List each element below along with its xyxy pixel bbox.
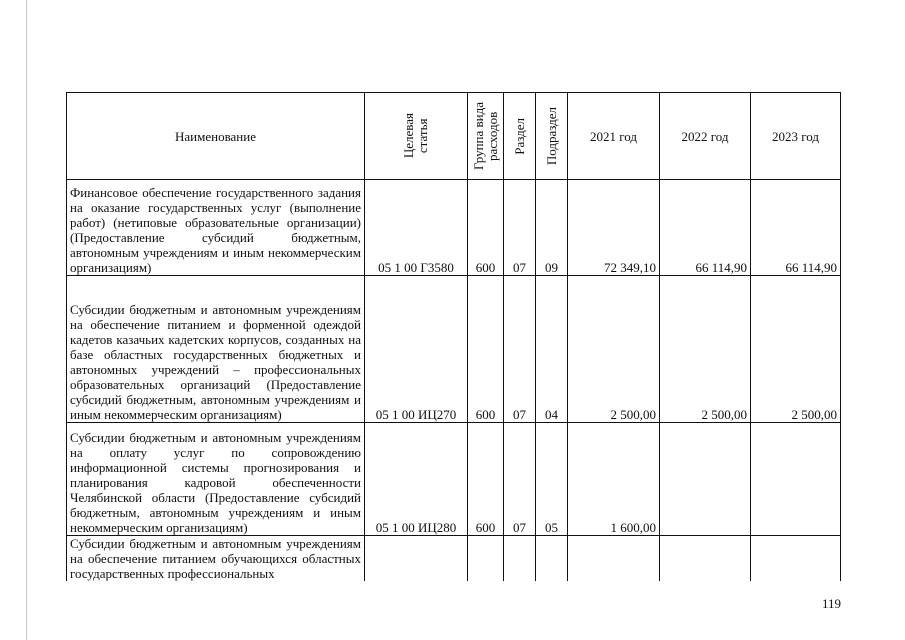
- row-2022: 66 114,90: [660, 180, 751, 276]
- table-row: [67, 276, 841, 423]
- header-subsection: [536, 93, 568, 180]
- row-group: 600: [468, 276, 504, 423]
- row-group: [468, 536, 504, 582]
- row-group: 600: [468, 423, 504, 536]
- row-subsection: 05: [536, 423, 568, 536]
- row-2021: 1 600,00: [568, 423, 660, 536]
- header-2021: 2021 год: [568, 93, 660, 180]
- row-section: 07: [504, 423, 536, 536]
- table-row: [67, 536, 841, 582]
- row-2023: 2 500,00: [751, 276, 841, 423]
- header-row: [67, 93, 841, 180]
- row-2023: [751, 423, 841, 536]
- row-target: 05 1 00 ИЦ270: [365, 276, 468, 423]
- row-2021: 72 349,10: [568, 180, 660, 276]
- row-subsection: 09: [536, 180, 568, 276]
- header-2023: 2023 год: [751, 93, 841, 180]
- row-2022: [660, 423, 751, 536]
- row-2023: [751, 536, 841, 582]
- row-target: 05 1 00 Г3580: [365, 180, 468, 276]
- row-2021: 2 500,00: [568, 276, 660, 423]
- header-2022: 2022 год: [660, 93, 751, 180]
- header-group: [468, 93, 504, 180]
- page-number: 119: [822, 596, 842, 611]
- header-target: [365, 93, 468, 180]
- header-name: Наименование: [67, 93, 365, 180]
- row-name: Субсидии бюджетным и автономным учреждениям на обеспечение питанием и форменной одеждой кадетов казачьих кадетских корпусов, созданных на базе областных государственных бюджетных и автономных учреждений – профессиональных образовательных организаций (Предоставление субсидий бюджетным, автономным учреждениям и иным некоммерческим организациям): [67, 276, 365, 423]
- row-2023: 66 114,90: [751, 180, 841, 276]
- table-row: [67, 180, 841, 276]
- row-2022: 2 500,00: [660, 276, 751, 423]
- row-target: 05 1 00 ИЦ280: [365, 423, 468, 536]
- row-2021: [568, 536, 660, 582]
- row-subsection: [536, 536, 568, 582]
- scan-edge-line: [26, 0, 27, 640]
- row-section: 07: [504, 276, 536, 423]
- header-section-label: Раздел: [511, 117, 527, 155]
- header-subsection-label: Подраздел: [543, 106, 559, 166]
- table-row: [67, 423, 841, 536]
- row-2022: [660, 536, 751, 582]
- row-name: Субсидии бюджетным и автономным учреждениям на обеспечение питанием обучающихся областных государственных профессиональных: [67, 536, 365, 582]
- row-section: 07: [504, 180, 536, 276]
- row-group: 600: [468, 180, 504, 276]
- row-target: [365, 536, 468, 582]
- header-section: [504, 93, 536, 180]
- header-target-label: Целевая статья: [401, 113, 430, 159]
- budget-table: [66, 92, 841, 581]
- row-name: Финансовое обеспечение государственного задания на оказание государственных услуг (выполнение работ) (нетиповые образовательные организации) (Предоставление субсидий бюджетным, автономным учреждениям и иным некоммерческим организациям): [67, 180, 365, 276]
- row-section: [504, 536, 536, 582]
- header-group-label: Группа вида расходов: [470, 102, 500, 170]
- row-subsection: 04: [536, 276, 568, 423]
- row-name: Субсидии бюджетным и автономным учреждениям на оплату услуг по сопровождению информационной системы прогнозирования и планирования кадровой обеспеченности Челябинской области (Предоставление субсидий бюджетным, автономным учреждениям и иным некоммерческим организациям): [67, 423, 365, 536]
